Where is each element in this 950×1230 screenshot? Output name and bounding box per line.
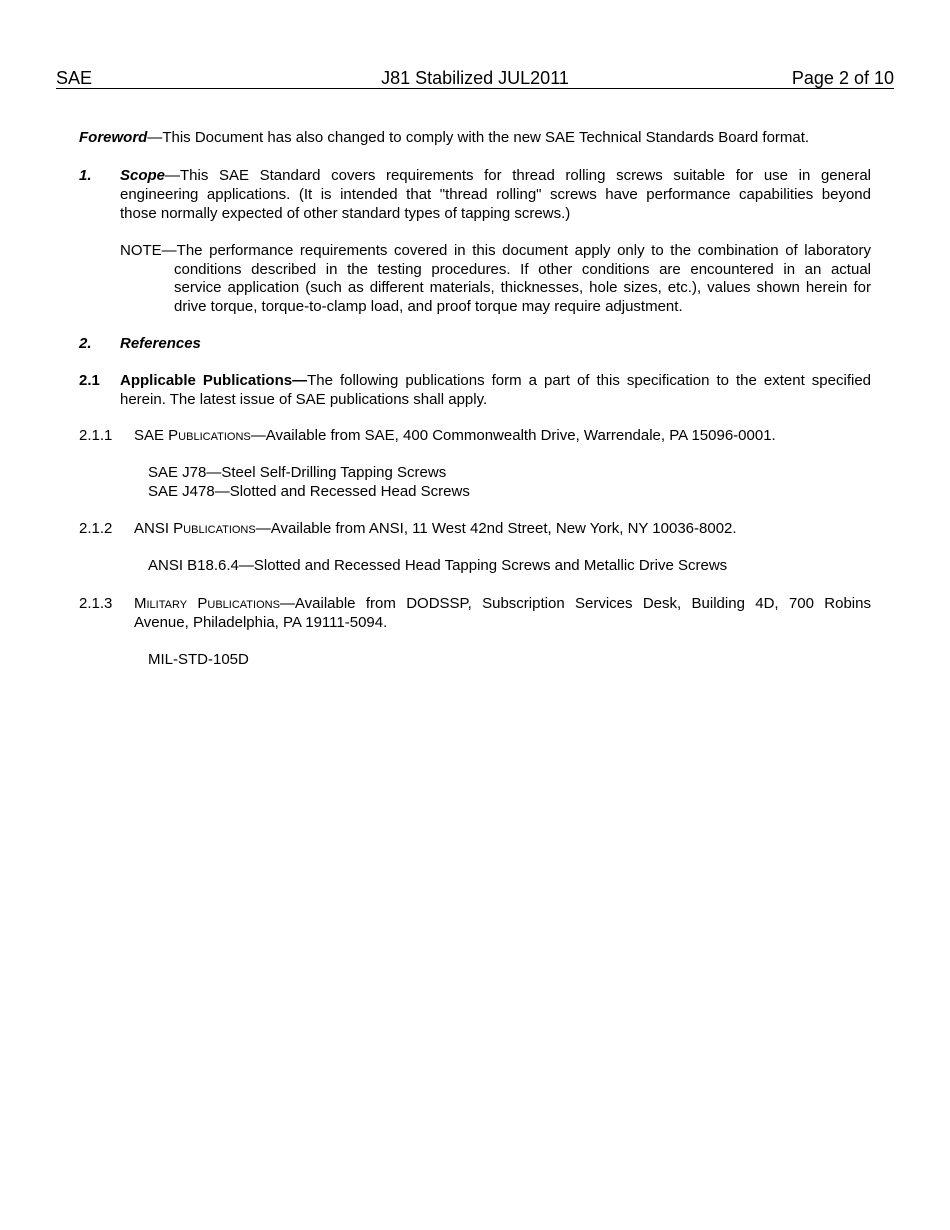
applicable-line-2: herein. The latest issue of SAE publications shall apply.	[120, 391, 488, 408]
header-org: SAE	[56, 68, 93, 88]
scope-paragraph	[120, 166, 871, 223]
sae-pubs-paragraph	[134, 426, 871, 445]
applicable-paragraph	[120, 371, 871, 409]
ansi-pubs-text: —Available from ANSI, 11 West 42nd Street, New York, NY 10036-8002.	[255, 520, 737, 537]
scope-line-2: engineering applications. (It is intended that "thread rolling" screws have performance capabilities beyond	[120, 186, 871, 203]
page-header	[56, 68, 894, 89]
scope-line-1: —This SAE Standard covers requirements for thread rolling screws suitable for use in general	[165, 167, 871, 184]
scope-number: 1.	[79, 167, 92, 184]
header-document-id: J81 Stabilized JUL2011	[381, 68, 569, 88]
sae-pubs-label: SAE Publications	[134, 427, 251, 444]
ansi-pubs-label: ANSI Publications	[134, 520, 256, 537]
note-line-2: conditions described in the testing procedures. If other conditions are encountered in an actual	[174, 261, 871, 278]
sae-pubs-number: 2.1.1	[79, 427, 113, 444]
reference-item: MIL-STD-105D	[148, 651, 249, 668]
ansi-pubs-number: 2.1.2	[79, 520, 113, 537]
foreword-paragraph	[79, 128, 879, 147]
foreword-text: —This Document has also changed to comply with the new SAE Technical Standards Board format.	[147, 129, 810, 146]
reference-item: SAE J78—Steel Self-Drilling Tapping Screws	[148, 464, 447, 481]
military-pubs-line-2: Avenue, Philadelphia, PA 19111-5094.	[134, 614, 388, 631]
applicable-title: Applicable Publications—	[120, 372, 308, 389]
applicable-number: 2.1	[79, 372, 100, 389]
note-line-3: service application (such as different materials, thicknesses, hole sizes, etc.), values shown herein for	[174, 279, 871, 296]
note-line-4: drive torque, torque-to-clamp load, and proof torque may require adjustment.	[174, 298, 683, 315]
military-pubs-label: Military Publications	[134, 595, 280, 612]
applicable-line-1: The following publications form a part of this specification to the extent specified	[307, 372, 872, 389]
references-title: References	[120, 335, 201, 352]
reference-item: SAE J478—Slotted and Recessed Head Screws	[148, 483, 470, 500]
military-pubs-line-1: —Available from DODSSP, Subscription Services Desk, Building 4D, 700 Robins	[279, 595, 871, 612]
scope-line-3: those normally expected of other standard types of tapping screws.)	[120, 205, 571, 222]
military-pubs-paragraph	[134, 594, 871, 632]
reference-item: ANSI B18.6.4—Slotted and Recessed Head Tapping Screws and Metallic Drive Screws	[148, 557, 728, 574]
sae-pubs-text: —Available from SAE, 400 Commonwealth Drive, Warrendale, PA 15096-0001.	[250, 427, 776, 444]
note-line-1: NOTE—The performance requirements covered in this document apply only to the combination of laboratory	[120, 242, 871, 259]
military-pubs-number: 2.1.3	[79, 595, 113, 612]
references-number: 2.	[79, 335, 92, 352]
foreword-label: Foreword	[79, 129, 148, 146]
ansi-pubs-paragraph	[134, 519, 871, 538]
scope-title: Scope	[120, 167, 166, 184]
header-page-number: Page 2 of 10	[791, 68, 894, 88]
